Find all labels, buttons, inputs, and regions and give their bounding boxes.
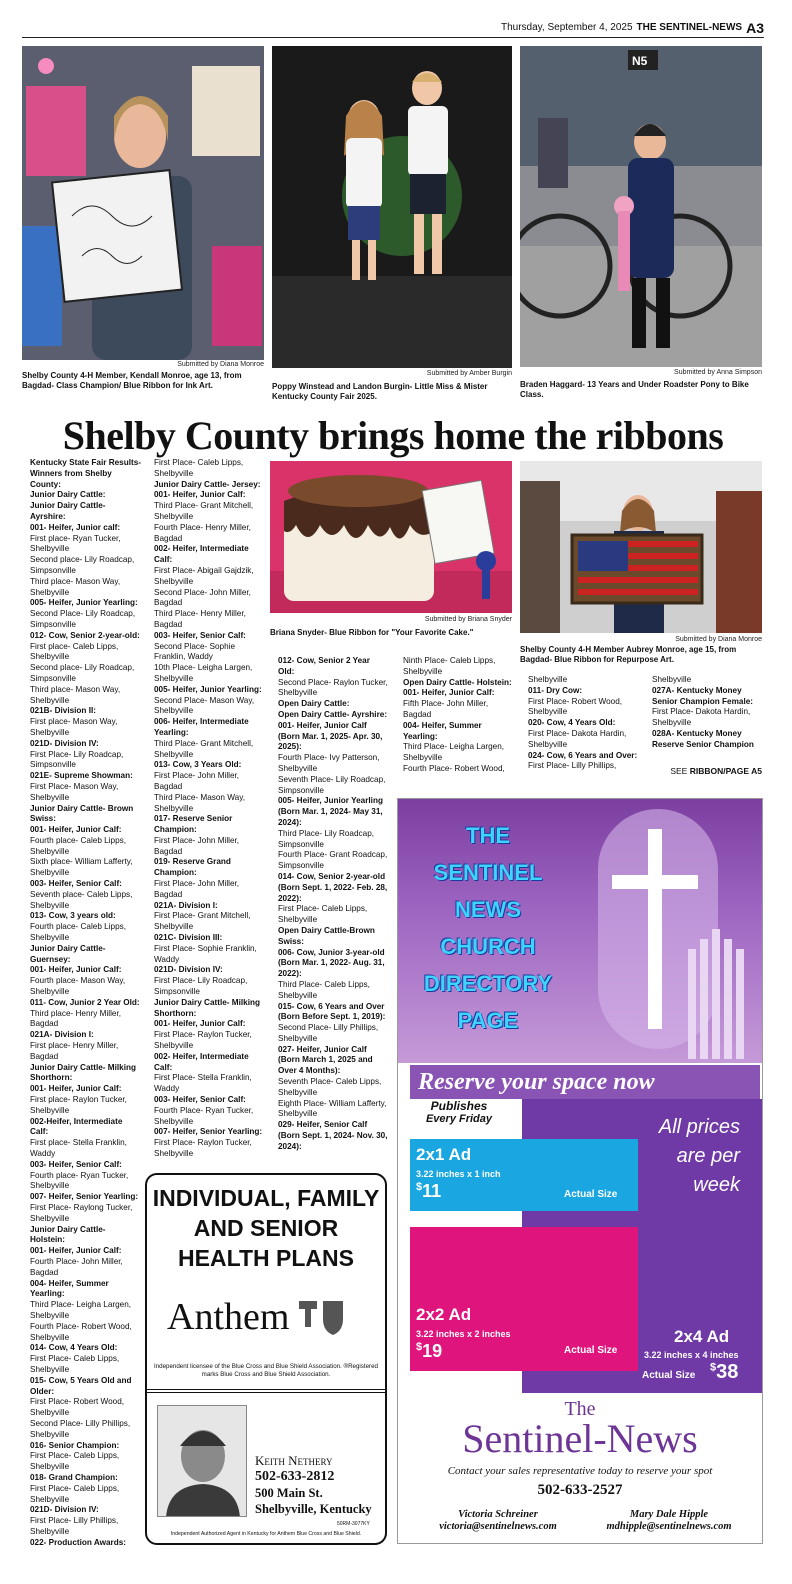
- result-entry: Second Place- Mason Way, Shelbyville: [154, 695, 255, 716]
- agent-photo: [157, 1405, 247, 1517]
- anthem-title-line: AND SENIOR: [193, 1215, 339, 1241]
- result-heading: 004- Heifer, Summer Yearling:: [30, 1278, 109, 1299]
- result-entry: First Place- Caleb Lipps, Shelbyville: [30, 1483, 120, 1504]
- dollar-sign: $: [710, 1361, 717, 1374]
- photo-credit: Submitted by Anna Simpson: [674, 369, 762, 376]
- result-entry: Second Place- John Miller, Bagdad: [154, 587, 251, 608]
- result-heading: Kentucky State Fair Results- Winners from Shelby County:: [30, 458, 142, 489]
- result-heading: 021C- Division III:: [154, 933, 223, 943]
- result-heading: Junior Dairy Cattle- Guernsey:: [30, 943, 106, 964]
- result-entry: First Place- Dakota Hardin, Shelbyville: [528, 728, 627, 749]
- result-entry: Seventh place- Caleb Lipps, Shelbyville: [30, 889, 133, 910]
- result-entry: Second Place- Raylon Tucker, Shelbyville: [278, 677, 388, 698]
- photo-sign-n5: N5: [632, 54, 648, 68]
- headline: Shelby County brings home the ribbons: [62, 413, 724, 458]
- photo-kendall-monroe: [22, 46, 264, 360]
- result-entry: Fourth place- Caleb Lipps, Shelbyville: [30, 922, 127, 943]
- result-entry: Fourth Place- Robert Wood,: [403, 763, 505, 773]
- result-entry: First Place- Raylon Tucker, Shelbyville: [154, 1030, 252, 1051]
- rep1-email[interactable]: victoria@sentinelnews.com: [439, 1521, 557, 1532]
- result-entry: Ninth Place- Caleb Lipps, Shelbyville: [403, 656, 496, 676]
- rep2-name: Mary Dale Hipple: [629, 1509, 709, 1520]
- result-entry: Fourth place- Mason Way, Shelbyville: [30, 976, 126, 997]
- result-heading: 013- Cow, 3 Years Old:: [154, 760, 242, 770]
- result-entry: First Place- Sophie Franklin, Waddy: [154, 943, 257, 964]
- result-entry: Fifth Place- John Miller, Bagdad: [403, 699, 489, 719]
- ad-2x2-actual: Actual Size: [564, 1345, 618, 1356]
- photo-repurpose-art: [520, 461, 762, 633]
- result-entry: First place- Raylon Tucker, Shelbyville: [30, 1095, 127, 1115]
- result-heading: 005- Heifer, Junior Yearling (Born Mar. 1, 2024- May 31, 2024):: [278, 796, 383, 827]
- result-heading: 004- Heifer, Summer Yearling:: [403, 720, 482, 741]
- result-heading: 016- Senior Champion:: [30, 1440, 120, 1450]
- result-entry: First Place- Lilly Phillips, Shelbyville: [30, 1516, 119, 1536]
- result-entry: Third Place- Leigha Largen, Shelbyville: [403, 742, 505, 763]
- result-heading: 001- Heifer, Junior Calf:: [403, 688, 495, 698]
- result-heading: 011- Cow, Junior 2 Year Old:: [30, 997, 140, 1007]
- result-heading: Open Dairy Cattle- Ayrshire:: [278, 709, 388, 719]
- result-heading: Open Dairy Cattle:: [278, 699, 350, 709]
- result-entry: Fourth Place- Robert Wood, Shelbyville: [30, 1321, 132, 1342]
- agent-city: Shelbyville, Kentucky: [255, 1502, 372, 1516]
- church-title-line: PAGE: [457, 1008, 519, 1033]
- result-heading: 017- Reserve Senior Champion:: [154, 814, 233, 835]
- ad-2x4-size: 2x4 Ad: [674, 1327, 730, 1346]
- photo-braden-haggard: [520, 46, 762, 367]
- agent-portrait: [158, 1406, 247, 1517]
- result-heading: 007- Heifer, Senior Yearling:: [30, 1192, 139, 1202]
- article-column-3: [270, 656, 388, 1153]
- result-entry: Fourth place- Ryan Tucker, Shelbyville: [30, 1170, 129, 1191]
- result-entry: Fourth Place- Henry Miller, Bagdad: [154, 522, 251, 543]
- result-entry: Fourth place- Caleb Lipps, Shelbyville: [30, 835, 127, 856]
- result-heading: 003- Heifer, Senior Calf:: [154, 1095, 246, 1105]
- anthem-title-line: INDIVIDUAL, FAMILY: [152, 1185, 380, 1211]
- result-heading: 012- Cow, Senior 2-year-old:: [30, 630, 140, 640]
- anthem-title-line: HEALTH PLANS: [178, 1245, 354, 1271]
- result-heading: 001- Heifer, Junior Calf:: [154, 490, 246, 500]
- result-entry: First Place- John Miller, Bagdad: [154, 879, 240, 899]
- result-heading: 002- Heifer, Intermediate Calf:: [154, 1051, 249, 1072]
- photo-little-miss-mister: [272, 46, 512, 368]
- anthem-footer: Independent Authorized Agent in Kentucky for Anthem Blue Cross and Blue Shield.: [170, 1531, 362, 1537]
- result-heading: 015- Cow, 5 Years Old and Older:: [30, 1375, 132, 1396]
- ad-2x1-size: 2x1 Ad: [416, 1145, 472, 1164]
- result-entry: Eighth Place- William Lafferty, Shelbyville: [278, 1098, 387, 1119]
- result-heading: Junior Dairy Cattle- Milking Shorthorn:: [30, 1062, 136, 1083]
- dollar-sign: $: [416, 1181, 423, 1193]
- photo-credit: Submitted by Diana Monroe: [177, 361, 264, 368]
- result-entry: First Place- Caleb Lipps, Shelbyville: [30, 1354, 120, 1374]
- result-heading: 029- Heifer, Senior Calf (Born Sept. 1, 2024- Nov. 30, 2024):: [278, 1120, 388, 1151]
- page-number: A3: [746, 19, 764, 36]
- result-entry: Seventh Place- Lily Roadcap, Simpsonville: [278, 774, 386, 795]
- result-heading: 007- Heifer, Senior Yearling:: [154, 1127, 263, 1137]
- church-title-line: NEWS: [455, 897, 521, 922]
- ad-2x1-price: 11: [422, 1181, 442, 1201]
- photo-kendall-art: [22, 46, 264, 360]
- result-entry: Second Place- Lily Roadcap, Simpsonville: [30, 609, 136, 629]
- photo-caption: Poppy Winstead and Landon Burgin- Little Miss & Mister Kentucky County Fair 2025.: [272, 382, 488, 401]
- result-heading: 012- Cow, Senior 2 Year Old:: [278, 656, 370, 676]
- ad-2x2-dims: 3.22 inches x 2 inches: [416, 1329, 511, 1339]
- result-entry: First Place- Caleb Lipps, Shelbyville: [154, 458, 244, 478]
- result-heading: 003- Heifer, Senior Calf:: [154, 630, 246, 640]
- result-entry: Third Place- Grant Mitchell, Shelbyville: [154, 738, 254, 759]
- result-entry: Fourth Place- Ryan Tucker, Shelbyville: [154, 1105, 254, 1126]
- result-entry: Third place- Henry Miller, Bagdad: [30, 1008, 121, 1029]
- result-entry: First place- Ryan Tucker, Shelbyville: [30, 533, 121, 554]
- result-heading: Junior Dairy Cattle- Ayrshire:: [30, 501, 106, 521]
- all-prices-text: All prices are per week: [658, 1116, 740, 1196]
- issue-date: Thursday, September 4, 2025: [500, 22, 633, 33]
- result-entry: Third Place- Lily Roadcap, Simpsonville: [278, 828, 375, 849]
- reserve-banner: [410, 1065, 760, 1099]
- result-entry: First place- Caleb Lipps, Shelbyville: [30, 641, 119, 662]
- contact-phone[interactable]: 502-633-2527: [537, 1482, 623, 1498]
- result-entry: Fourth Place- Grant Roadcap, Simpsonville: [278, 850, 388, 871]
- jump-target[interactable]: RIBBON/PAGE A5: [689, 766, 762, 776]
- page-header: [22, 18, 764, 38]
- anthem-logo-text: Anthem: [167, 1296, 290, 1338]
- result-entry: Second place- Lily Roadcap, Simpsonville: [30, 663, 135, 683]
- ad-2x2-price: 19: [422, 1341, 443, 1361]
- church-title-line: THE: [466, 823, 510, 848]
- church-title-line: CHURCH: [440, 934, 536, 959]
- paper-name: THE SENTINEL-NEWS: [636, 22, 743, 33]
- ad-2x4-dims: 3.22 inches x 4 inches: [644, 1350, 739, 1360]
- anthem-health-plans-ad[interactable]: [145, 1173, 387, 1545]
- result-entry: First Place- Stella Franklin, Waddy: [154, 1073, 252, 1094]
- result-heading: Junior Dairy Cattle- Brown Swiss:: [30, 803, 134, 824]
- rep2-email[interactable]: mdhipple@sentinelnews.com: [606, 1521, 732, 1532]
- result-entry: Shelbyville: [528, 675, 568, 684]
- article-column-5: [520, 675, 638, 772]
- result-heading: Junior Dairy Cattle- Jersey:: [154, 479, 261, 489]
- church-title-line: SENTINEL: [433, 860, 543, 885]
- result-heading: 005- Heifer, Junior Yearling:: [154, 684, 262, 694]
- result-heading: 027- Heifer, Junior Calf (Born March 1, 2025 and Over 4 Months):: [278, 1044, 373, 1076]
- result-entry: First Place- John Miller, Bagdad: [154, 835, 240, 856]
- photo-cake: [270, 461, 512, 613]
- result-heading: 001- Heifer, Junior Calf (Born Mar. 1, 2025- Apr. 30, 2025):: [278, 720, 383, 752]
- church-ad-banner: [398, 799, 762, 1063]
- result-entry: Third Place- Mason Way, Shelbyville: [154, 792, 245, 813]
- ad-2x2-box: [410, 1227, 638, 1371]
- result-heading: 022- Production Awards:: [30, 1537, 126, 1547]
- photo-briana-cake: [270, 461, 512, 613]
- result-heading: 021D- Division IV:: [30, 1505, 99, 1515]
- result-entry: Sixth place- William Lafferty, Shelbyville: [30, 857, 133, 878]
- result-heading: 003- Heifer, Senior Calf:: [30, 1159, 122, 1169]
- result-entry: Fourth Place- John Miller, Bagdad: [30, 1256, 123, 1277]
- article-column-1: [22, 458, 142, 1548]
- result-heading: 021A- Division I:: [30, 1030, 94, 1040]
- agent-phone[interactable]: 502-633-2812: [255, 1469, 335, 1484]
- photo-credit: Submitted by Amber Burgin: [426, 370, 512, 377]
- result-entry: First Place- Caleb Lipps, Shelbyville: [278, 904, 368, 925]
- photo-aubrey-monroe: [520, 461, 762, 633]
- agent-address: 500 Main St.: [255, 1486, 323, 1500]
- result-heading: 001- Heifer, Junior Calf:: [30, 825, 122, 835]
- result-entry: First place- Stella Franklin, Waddy: [30, 1138, 127, 1158]
- result-entry: First Place- Grant Mitchell, Shelbyville: [154, 911, 251, 932]
- photo-poppy-landon: [272, 46, 512, 368]
- result-entry: Second place- Lily Roadcap, Simpsonville: [30, 555, 135, 575]
- result-heading: 006- Heifer, Intermediate Yearling:: [154, 717, 249, 737]
- result-entry: Second Place- Lilly Phillips, Shelbyville: [278, 1023, 379, 1043]
- logo-the: The: [564, 1398, 596, 1420]
- result-heading: 028A- Kentucky Money Reserve Senior Champion: [652, 728, 754, 749]
- result-entry: First Place- Abigail Gajdzik, Shelbyville: [154, 565, 254, 586]
- result-entry: First Place- John Miller, Bagdad: [154, 771, 240, 791]
- result-entry: Seventh Place- Caleb Lipps, Shelbyville: [278, 1077, 382, 1097]
- result-heading: Open Dairy Cattle- Holstein:: [403, 677, 512, 687]
- result-heading: 002- Heifer, Intermediate Calf:: [154, 544, 249, 565]
- result-heading: 021B- Division II:: [30, 706, 96, 716]
- sentinel-news-logo: Sentinel-News: [462, 1416, 698, 1461]
- result-heading: 018- Grand Champion:: [30, 1472, 118, 1482]
- result-entry: First Place- Lily Roadcap, Simpsonville: [154, 976, 248, 997]
- result-entry: Third place- Mason Way, Shelbyville: [30, 576, 121, 597]
- photo-caption: Shelby County 4-H Member Aubrey Monroe, age 15, from Bagdad- Blue Ribbon for Repurpose Art.: [520, 645, 737, 664]
- result-heading: 021E- Supreme Showman:: [30, 771, 133, 781]
- result-heading: Junior Dairy Cattle:: [30, 490, 106, 500]
- result-entry: 10th Place- Leigha Largen, Shelbyville: [154, 663, 253, 683]
- anthem-disclaimer: Independent licensee of the Blue Cross and Blue Shield Association. ®Registered marks Blue Cross and Blue Shield Association.: [153, 1363, 378, 1378]
- photo-caption: Shelby County 4-H Member, Kendall Monroe, age 13, from Bagdad- Class Champion/ Blue Ribbon for Ink Art.: [22, 371, 242, 390]
- anthem-code: 50RM-3077KY: [337, 1521, 370, 1527]
- result-heading: 019- Reserve Grand Champion:: [154, 857, 231, 878]
- result-entry: Fourth Place- Ivy Patterson, Shelbyville: [278, 753, 380, 773]
- result-entry: First Place- Mason Way, Shelbyville: [30, 781, 119, 802]
- article-column-2: [146, 458, 266, 1160]
- result-entry: First Place- Dakota Hardin, Shelbyville: [652, 707, 751, 728]
- church-directory-ad[interactable]: [397, 798, 763, 1544]
- result-heading: 001- Heifer, Junior calf:: [30, 522, 121, 532]
- result-heading: 005- Heifer, Junior Yearling:: [30, 598, 138, 608]
- result-heading: 014- Cow, 4 Years Old:: [30, 1343, 118, 1353]
- result-heading: 021D- Division IV:: [30, 738, 99, 748]
- result-heading: 013- Cow, 3 years old:: [30, 911, 116, 921]
- jump-see: SEE: [670, 766, 688, 776]
- result-heading: Junior Dairy Cattle- Holstein:: [30, 1224, 106, 1245]
- result-entry: First Place- Raylong Tucker, Shelbyville: [30, 1202, 133, 1223]
- every-friday-label: Every Friday: [425, 1113, 493, 1125]
- result-entry: First Place- Lily Roadcap, Simpsonville: [30, 749, 124, 770]
- ad-2x1-box: [410, 1139, 638, 1211]
- result-entry: First Place- Lilly Phillips,: [528, 761, 617, 771]
- result-entry: Shelbyville: [652, 675, 692, 684]
- result-entry: Third Place- Grant Mitchell, Shelbyville: [154, 501, 254, 521]
- result-heading: 024- Cow, 6 Years and Over:: [528, 750, 638, 760]
- agent-name: Keith Nethery: [255, 1453, 333, 1468]
- ad-2x2-size: 2x2 Ad: [416, 1305, 472, 1324]
- result-entry: First place- Henry Miller, Bagdad: [30, 1041, 119, 1061]
- result-entry: Third Place- Henry Miller, Bagdad: [154, 609, 246, 629]
- rep1-name: Victoria Schreiner: [458, 1509, 538, 1520]
- article-column-6: [644, 675, 762, 751]
- result-entry: First place- Mason Way, Shelbyville: [30, 717, 118, 737]
- result-heading: 020- Cow, 4 Years Old:: [528, 718, 616, 728]
- result-entry: First Place- Raylon Tucker, Shelbyville: [154, 1138, 252, 1158]
- result-heading: 021D- Division IV:: [154, 965, 223, 975]
- result-heading: Junior Dairy Cattle- Milking Shorthorn:: [154, 997, 260, 1018]
- result-heading: 001- Heifer, Junior Calf:: [154, 1019, 246, 1029]
- photo-credit: Submitted by Diana Monroe: [675, 636, 762, 643]
- ad-2x4-price: 38: [716, 1361, 739, 1383]
- result-entry: First Place- Caleb Lipps, Shelbyville: [30, 1451, 120, 1472]
- result-entry: Second Place- Sophie Franklin, Waddy: [154, 641, 236, 662]
- result-heading: 001- Heifer, Junior Calf:: [30, 965, 122, 975]
- jump-line: [644, 766, 762, 776]
- article-column-4: [395, 656, 513, 775]
- result-heading: 006- Cow, Junior 3-year-old (Born Mar. 1, 2022- Aug. 31, 2022):: [278, 947, 385, 979]
- photo-roadster-pony: [520, 46, 762, 367]
- ad-2x1-actual: Actual Size: [564, 1189, 618, 1200]
- publishes-label: Publishes: [430, 1099, 488, 1113]
- dollar-sign: $: [416, 1341, 423, 1353]
- photo-caption: Braden Haggard- 13 Years and Under Roadster Pony to Bike Class.: [520, 380, 749, 399]
- result-heading: 014- Cow, Senior 2-year-old (Born Sept. 1, 2022- Feb. 28, 2022):: [278, 871, 388, 903]
- result-entry: First Place- Robert Wood, Shelbyville: [30, 1397, 125, 1418]
- result-heading: 027A- Kentucky Money Senior Champion Female:: [652, 685, 753, 706]
- result-entry: Third Place- Caleb Lipps, Shelbyville: [278, 979, 370, 1000]
- result-heading: 002-Heifer, Intermediate Calf:: [30, 1116, 123, 1137]
- result-entry: Third Place- Leigha Largen, Shelbyville: [30, 1300, 132, 1320]
- result-entry: Third place- Mason Way, Shelbyville: [30, 684, 121, 705]
- result-heading: 003- Heifer, Senior Calf:: [30, 879, 122, 889]
- blue-cross-shield-icon: [295, 1297, 347, 1337]
- result-entry: First Place- Robert Wood, Shelbyville: [528, 696, 623, 717]
- ad-2x1-dims: 3.22 inches x 1 inch: [416, 1169, 501, 1179]
- reserve-text: Reserve your space now: [418, 1069, 655, 1095]
- result-entry: Second Place- Lilly Phillips, Shelbyville: [30, 1418, 131, 1439]
- result-heading: 011- Dry Cow:: [528, 685, 583, 695]
- result-heading: 001- Heifer, Junior Calf:: [30, 1246, 122, 1256]
- church-title-line: DIRECTORY: [423, 971, 553, 996]
- photo-credit: Submitted by Briana Snyder: [424, 616, 512, 623]
- photo-caption: Briana Snyder- Blue Ribbon for "Your Favorite Cake.": [270, 628, 474, 637]
- ad-2x4-actual: Actual Size: [642, 1370, 696, 1381]
- contact-text: Contact your sales representative today to reserve your spot: [447, 1465, 713, 1477]
- result-heading: 001- Heifer, Junior Calf:: [30, 1084, 122, 1094]
- result-heading: 015- Cow, 6 Years and Over (Born Before Sept. 1, 2019):: [278, 1001, 386, 1022]
- result-heading: 021A- Division I:: [154, 900, 218, 910]
- result-heading: Open Dairy Cattle-Brown Swiss:: [278, 925, 375, 946]
